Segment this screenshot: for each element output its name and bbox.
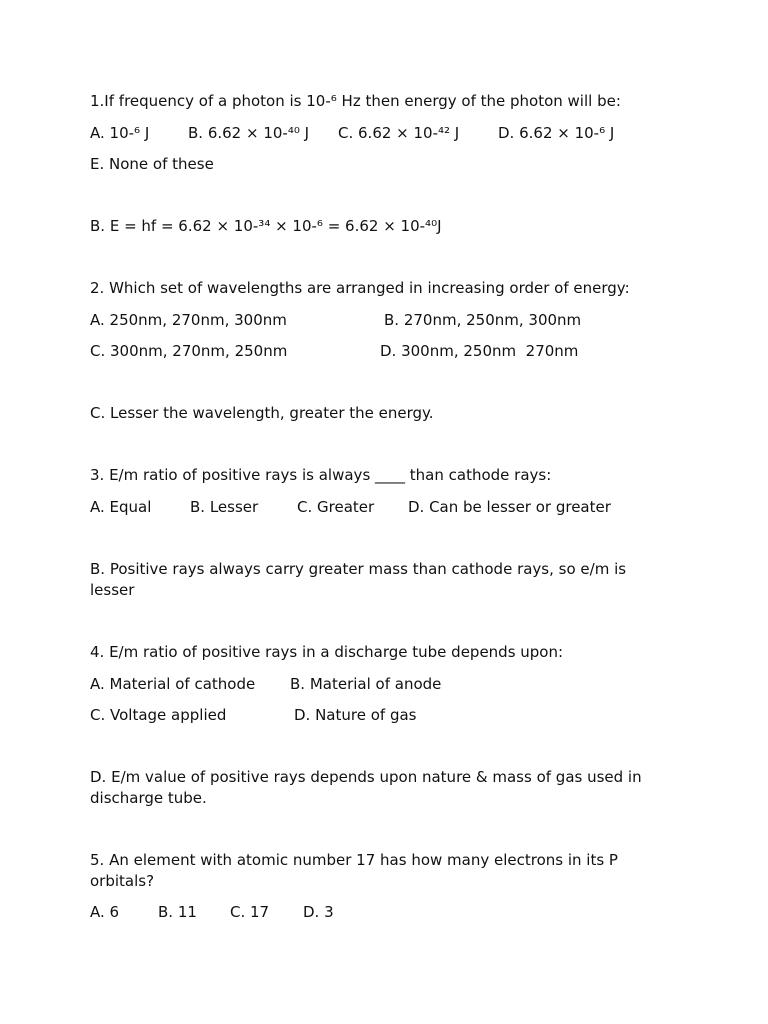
question-2-option-c: C. 300nm, 270nm, 250nm — [90, 342, 288, 360]
question-3-option-c: C. Greater — [297, 498, 375, 516]
question-3-answer: B. Positive rays always carry greater mass than cathode rays, so e/m is lesser — [90, 560, 627, 599]
question-1-stem: 1.If frequency of a photon is 10-⁶ Hz then energy of the photon will be: — [90, 92, 621, 110]
question-4-option-a: A. Material of cathode — [90, 675, 256, 693]
question-1-option-c: C. 6.62 × 10-⁴² J — [338, 124, 460, 142]
question-5-option-c: C. 17 — [230, 903, 270, 921]
question-1-option-e: E. None of these — [90, 155, 214, 173]
question-2-stem: 2. Which set of wavelengths are arranged in increasing order of energy: — [90, 279, 630, 297]
question-4-option-b: B. Material of anode — [290, 675, 442, 693]
question-2-option-a: A. 250nm, 270nm, 300nm — [90, 311, 287, 329]
question-1-option-d: D. 6.62 × 10-⁶ J — [498, 124, 615, 142]
question-3-stem: 3. E/m ratio of positive rays is always ____ than cathode rays: — [90, 466, 552, 484]
question-2-option-b: B. 270nm, 250nm, 300nm — [384, 311, 582, 329]
question-4-option-c: C. Voltage applied — [90, 706, 227, 724]
question-3-option-d: D. Can be lesser or greater — [408, 498, 611, 516]
question-3-option-a: A. Equal — [90, 498, 152, 516]
question-1-answer: B. E = hf = 6.62 × 10-³⁴ × 10-⁶ = 6.62 × 10-⁴⁰J — [90, 217, 442, 235]
question-2-option-d: D. 300nm, 250nm 270nm — [380, 342, 579, 360]
question-3-option-b: B. Lesser — [190, 498, 259, 516]
question-4-option-d: D. Nature of gas — [294, 706, 417, 724]
question-5-option-b: B. 11 — [158, 903, 197, 921]
question-4-stem: 4. E/m ratio of positive rays in a discharge tube depends upon: — [90, 643, 564, 661]
question-4-answer: D. E/m value of positive rays depends upon nature & mass of gas used in discharge tube. — [90, 768, 642, 807]
question-1-option-b: B. 6.62 × 10-⁴⁰ J — [188, 124, 310, 142]
question-5-stem: 5. An element with atomic number 17 has how many electrons in its P orbitals? — [90, 851, 618, 890]
question-1-option-a: A. 10-⁶ J — [90, 124, 150, 142]
question-2-answer: C. Lesser the wavelength, greater the energy. — [90, 404, 434, 422]
question-5-option-a: A. 6 — [90, 903, 120, 921]
question-5-option-d: D. 3 — [303, 903, 334, 921]
